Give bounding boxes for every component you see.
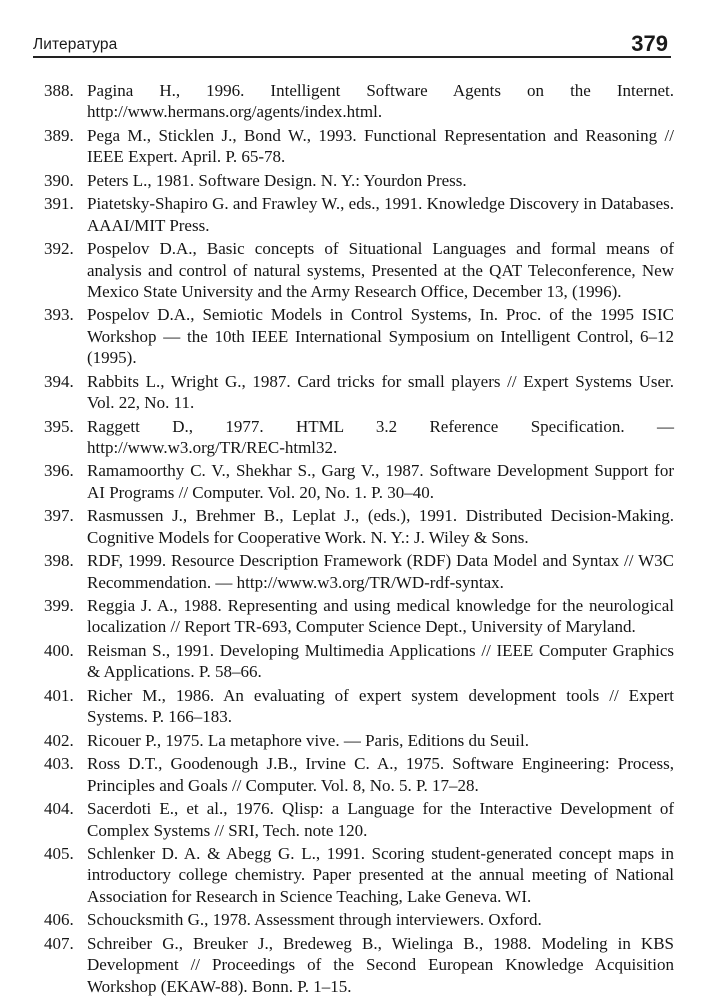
reference-entry xyxy=(44,843,674,907)
reference-number: 407. xyxy=(44,933,74,953)
reference-number: 390. xyxy=(44,170,74,190)
reference-text: Reisman S., 1991. Developing Multimedia Applications // IEEE Computer Graphics & Applications. P. 58–66. xyxy=(87,640,674,682)
reference-text: Piatetsky-Shapiro G. and Frawley W., eds., 1991. Knowledge Discovery in Databases. AAAI/MIT Press. xyxy=(87,194,674,235)
reference-text: Richer M., 1986. An evaluating of expert system development tools // Expert Systems. P. 166–183. xyxy=(87,685,674,727)
reference-number: 401. xyxy=(44,685,74,705)
reference-entry xyxy=(44,595,674,638)
reference-entry xyxy=(44,238,674,302)
reference-text: Peters L., 1981. Software Design. N. Y.: Yourdon Press. xyxy=(87,170,467,190)
reference-text: Schreiber G., Breuker J., Bredeweg B., Wielinga B., 1988. Modeling in KBS Development // Proceedings of the Second European Knowledge Acquisition Workshop (EKAW-88). Bonn. P. 1–15. xyxy=(87,933,674,996)
running-head xyxy=(33,30,671,58)
reference-entry xyxy=(44,416,674,459)
reference-text: Reggia J. A., 1988. Representing and using medical knowledge for the neurological localization // Report TR-693, Computer Science Dept., University of Maryland. xyxy=(87,596,674,637)
reference-number: 397. xyxy=(44,506,74,526)
reference-number: 400. xyxy=(44,640,74,660)
reference-text: Schoucksmith G., 1978. Assessment through interviewers. Oxford. xyxy=(87,910,542,930)
reference-number: 398. xyxy=(44,551,74,571)
reference-text: Rabbits L., Wright G., 1987. Card tricks for small players // Expert Systems User. Vol. 22, No. 11. xyxy=(87,371,674,412)
reference-entry xyxy=(44,304,674,368)
reference-text: Ramamoorthy C. V., Shekhar S., Garg V., 1987. Software Development Support for AI Programs // Computer. Vol. 20, No. 1. P. 30–40. xyxy=(87,461,674,502)
reference-entry xyxy=(44,550,674,593)
reference-entry xyxy=(44,640,674,683)
reference-number: 392. xyxy=(44,239,74,259)
reference-number: 402. xyxy=(44,730,74,750)
reference-list xyxy=(44,80,674,999)
header-rule xyxy=(33,56,671,58)
reference-entry xyxy=(44,371,674,414)
reference-number: 394. xyxy=(44,371,74,391)
reference-entry xyxy=(44,80,674,123)
reference-number: 388. xyxy=(44,81,74,100)
reference-text: Pagina H., 1996. Intelligent Software Agents on the Internet. http://www.hermans.org/agents/index.html. xyxy=(87,81,674,122)
reference-text: Raggett D., 1977. HTML 3.2 Reference Specification. — http://www.w3.org/TR/REC-html32. xyxy=(87,416,674,457)
reference-entry xyxy=(44,125,674,168)
reference-number: 393. xyxy=(44,305,74,325)
reference-text: Sacerdoti E., et al., 1976. Qlisp: a Language for the Interactive Development of Complex Systems // SRI, Tech. note 120. xyxy=(87,799,674,840)
reference-entry xyxy=(44,798,674,841)
reference-number: 396. xyxy=(44,461,74,481)
reference-text: Ross D.T., Goodenough J.B., Irvine C. A., 1975. Software Engineering: Process, Principles and Goals // Computer. Vol. 8, No. 5. P. 17–28. xyxy=(87,754,674,795)
reference-entry xyxy=(44,909,674,930)
reference-text: Pospelov D.A., Semiotic Models in Control Systems, In. Proc. of the 1995 ISIC Workshop — the 10th IEEE International Symposium on Intelligent Control, 6–12 (1995). xyxy=(87,305,674,368)
reference-text: Rasmussen J., Brehmer B., Leplat J., (eds.), 1991. Distributed Decision-Making. Cognitive Models for Cooperative Work. N. Y.: J. Wiley & Sons. xyxy=(87,506,674,547)
reference-entry xyxy=(44,460,674,503)
reference-number: 405. xyxy=(44,844,74,864)
page-number: 379 xyxy=(631,31,668,56)
reference-entry xyxy=(44,753,674,796)
reference-entry xyxy=(44,193,674,236)
reference-number: 404. xyxy=(44,799,74,819)
reference-entry xyxy=(44,505,674,548)
reference-number: 399. xyxy=(44,596,74,616)
reference-entry xyxy=(44,685,674,728)
reference-number: 406. xyxy=(44,910,74,930)
reference-entry xyxy=(44,933,674,997)
reference-number: 389. xyxy=(44,125,74,145)
reference-text: Schlenker D. A. & Abegg G. L., 1991. Scoring student-generated concept maps in introductory college chemistry. Paper presented at the annual meeting of National Association for Research in Science Teaching, Lake Geneva. WI. xyxy=(87,844,674,906)
reference-number: 391. xyxy=(44,194,74,214)
reference-text: Ricouer P., 1975. La metaphore vive. — Paris, Editions du Seuil. xyxy=(87,730,529,750)
reference-text: Pospelov D.A., Basic concepts of Situational Languages and formal means of analysis and control of natural systems, Presented at the QAT Teleconference, New Mexico State University and the Army Research Office, December 13, (1996). xyxy=(87,239,674,301)
reference-entry xyxy=(44,170,674,191)
reference-number: 395. xyxy=(44,416,74,436)
reference-text: Pega M., Sticklen J., Bond W., 1993. Functional Representation and Reasoning // IEEE Expert. April. P. 65-78. xyxy=(87,125,674,167)
section-title: Литература xyxy=(33,36,118,53)
reference-text: RDF, 1999. Resource Description Framework (RDF) Data Model and Syntax // W3C Recommendation. — http://www.w3.org/TR/WD-rdf-syntax. xyxy=(87,551,674,592)
reference-entry xyxy=(44,730,674,751)
reference-number: 403. xyxy=(44,754,74,774)
